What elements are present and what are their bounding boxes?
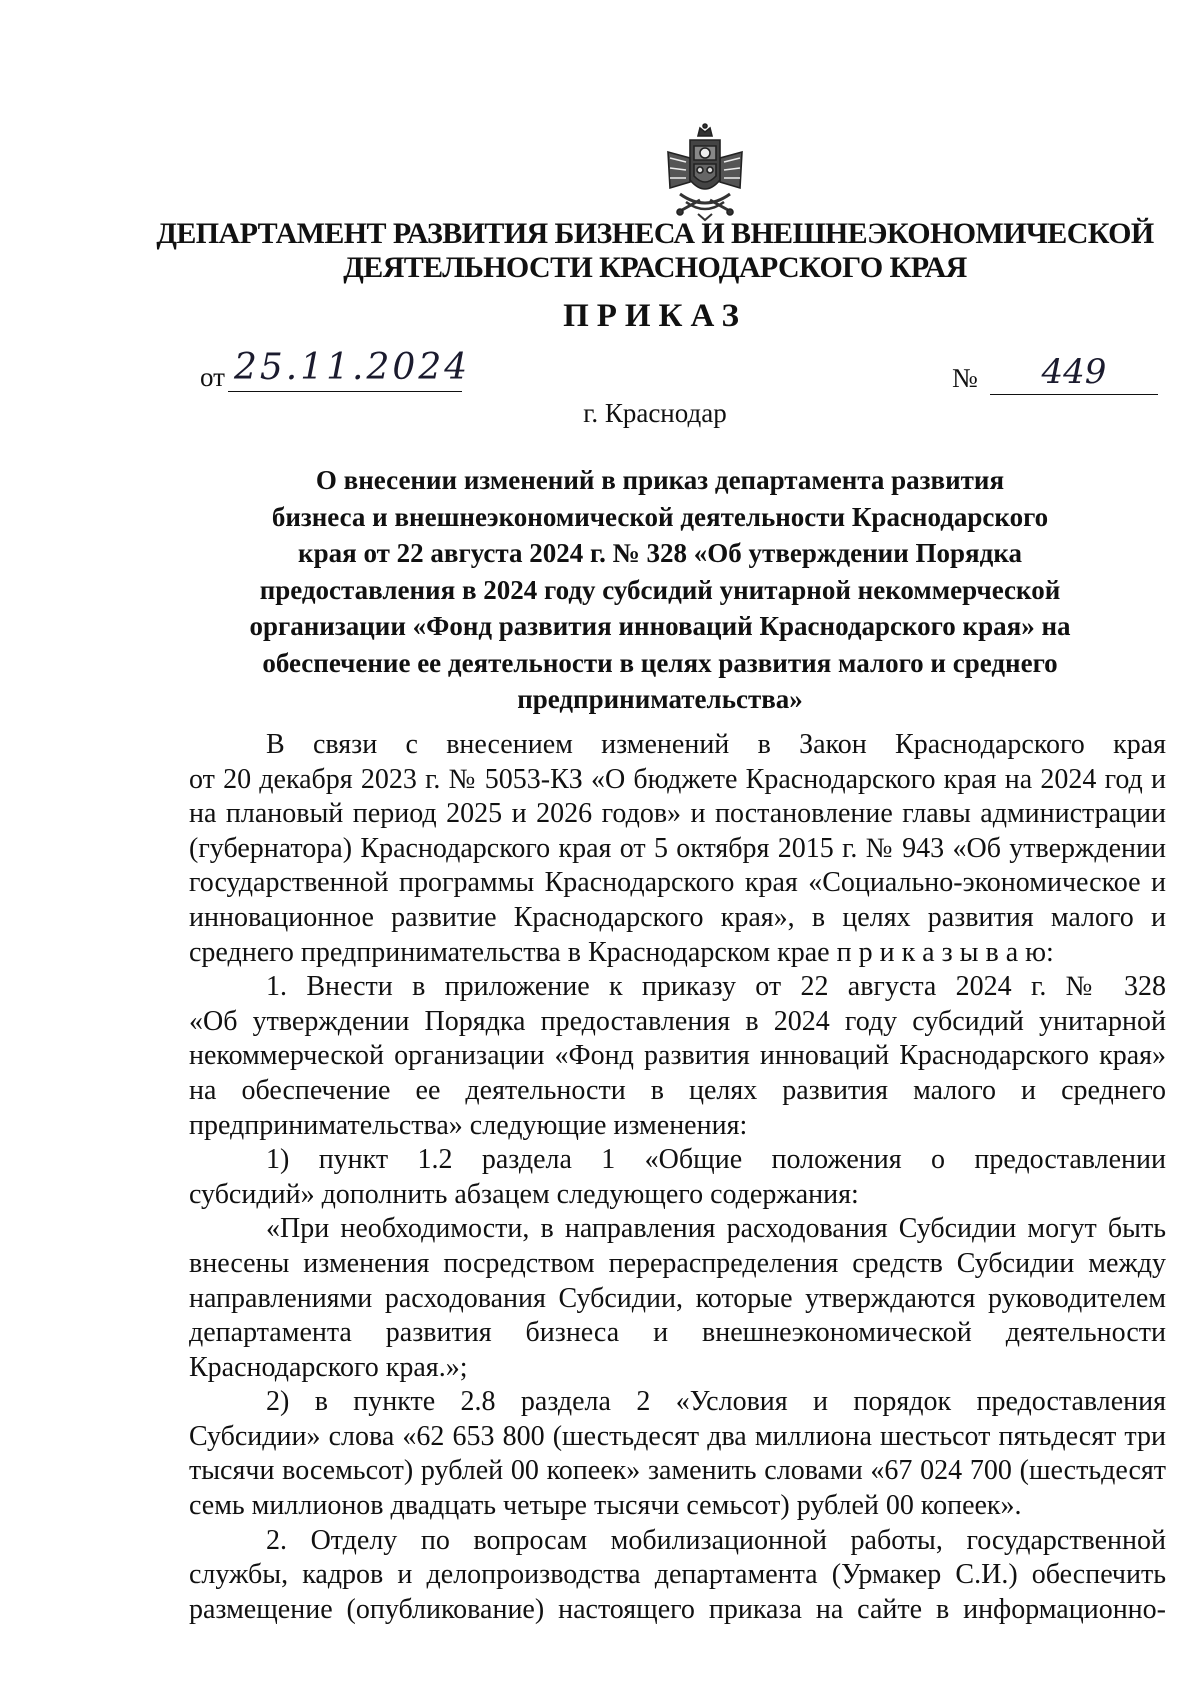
city-line: г. Краснодар <box>583 398 727 428</box>
body-line: внесены изменения посредством перераспределения средств Субсидии между <box>189 1247 1166 1279</box>
body-line: направлениями расходования Субсидии, которые утверждаются руководителем <box>189 1282 1166 1314</box>
body-line: от 20 декабря 2023 г. № 5053-КЗ «О бюджете Краснодарского края на 2024 год и <box>189 763 1166 795</box>
body-line: размещение (опубликование) настоящего приказа на сайте в информационно- <box>189 1593 1166 1625</box>
order-body-text <box>189 728 1166 1627</box>
body-line: субсидий» дополнить абзацем следующего содержания: <box>189 1178 859 1210</box>
department-name-line2: ДЕЯТЕЛЬНОСТИ КРАСНОДАРСКОГО КРАЯ <box>343 251 967 284</box>
body-line: 2. Отделу по вопросам мобилизационной работы, государственной <box>266 1524 1166 1556</box>
body-line: на обеспечение ее деятельности в целях развития малого и среднего <box>189 1074 1166 1106</box>
title-line: предоставления в 2024 году субсидий унитарной некоммерческой <box>259 574 1061 605</box>
krasnodar-coat-of-arms-icon <box>660 122 750 222</box>
title-line: обеспечение ее деятельности в целях развития малого и среднего <box>262 647 1058 678</box>
body-line: департамента развития бизнеса и внешнеэкономической деятельности <box>189 1317 1166 1349</box>
body-line: государственной программы Краснодарского края «Социально-экономическое и <box>189 867 1166 899</box>
body-line: семь миллионов двадцать четыре тысячи семьсот) рублей 00 копеек». <box>189 1490 1022 1522</box>
document-type-title: ПРИКАЗ <box>563 298 747 334</box>
body-line: Субсидии» слова «62 653 800 (шестьдесят два миллиона шестьсот пятьдесят три <box>189 1420 1166 1452</box>
body-line: тысячи восемьсот) рублей 00 копеек» заменить словами «67 024 700 (шестьдесят <box>189 1455 1166 1487</box>
title-line: предпринимательства» <box>517 684 803 714</box>
date-prefix: от <box>200 362 225 392</box>
body-line: 1) пункт 1.2 раздела 1 «Общие положения о предоставлении <box>266 1144 1166 1176</box>
body-line: В связи с внесением изменений в Закон Краснодарского края <box>266 729 1166 760</box>
order-subject-title <box>220 462 1100 718</box>
body-line: среднего предпринимательства в Краснодарском крае п р и к а з ы в а ю: <box>189 936 1054 968</box>
body-line: «Об утверждении Порядка предоставления в 2024 году субсидий унитарной <box>189 1005 1166 1037</box>
body-line: 1. Внести в приложение к приказу от 22 августа 2024 г. № 328 <box>266 971 1166 1003</box>
body-line: «При необходимости, в направления расходования Субсидии могут быть <box>266 1213 1166 1245</box>
handwritten-date: 25.11.2024 <box>228 347 462 392</box>
body-line: предпринимательства» следующие изменения: <box>189 1109 748 1141</box>
body-line: (губернатора) Краснодарского края от 5 октября 2015 г. № 943 «Об утверждении <box>189 832 1166 864</box>
department-name-line1: ДЕПАРТАМЕНТ РАЗВИТИЯ БИЗНЕСА И ВНЕШНЕЭКОНОМИЧЕСКОЙ <box>156 217 1154 250</box>
title-line: организации «Фонд развития инноваций Краснодарского края» на <box>249 611 1071 641</box>
body-line: 2) в пункте 2.8 раздела 2 «Условия и порядок предоставления <box>266 1386 1166 1418</box>
body-line: инновационное развитие Краснодарского края», в целях развития малого и <box>189 901 1166 933</box>
title-line: бизнеса и внешнеэкономической деятельности Краснодарского <box>271 501 1049 532</box>
title-line: О внесении изменений в приказ департамента развития <box>315 465 1005 495</box>
body-line: на плановый период 2025 и 2026 годов» и постановление главы администрации <box>189 798 1166 830</box>
handwritten-number: 449 <box>990 352 1158 395</box>
number-prefix: № <box>952 363 978 393</box>
body-line: некоммерческой организации «Фонд развития инноваций Краснодарского края» <box>189 1040 1166 1072</box>
title-line: края от 22 августа 2024 г. № 328 «Об утверждении Порядка <box>298 538 1022 568</box>
body-line: службы, кадров и делопроизводства департамента (Урмакер С.И.) обеспечить <box>189 1559 1166 1591</box>
body-line: Краснодарского края.»; <box>189 1351 468 1383</box>
